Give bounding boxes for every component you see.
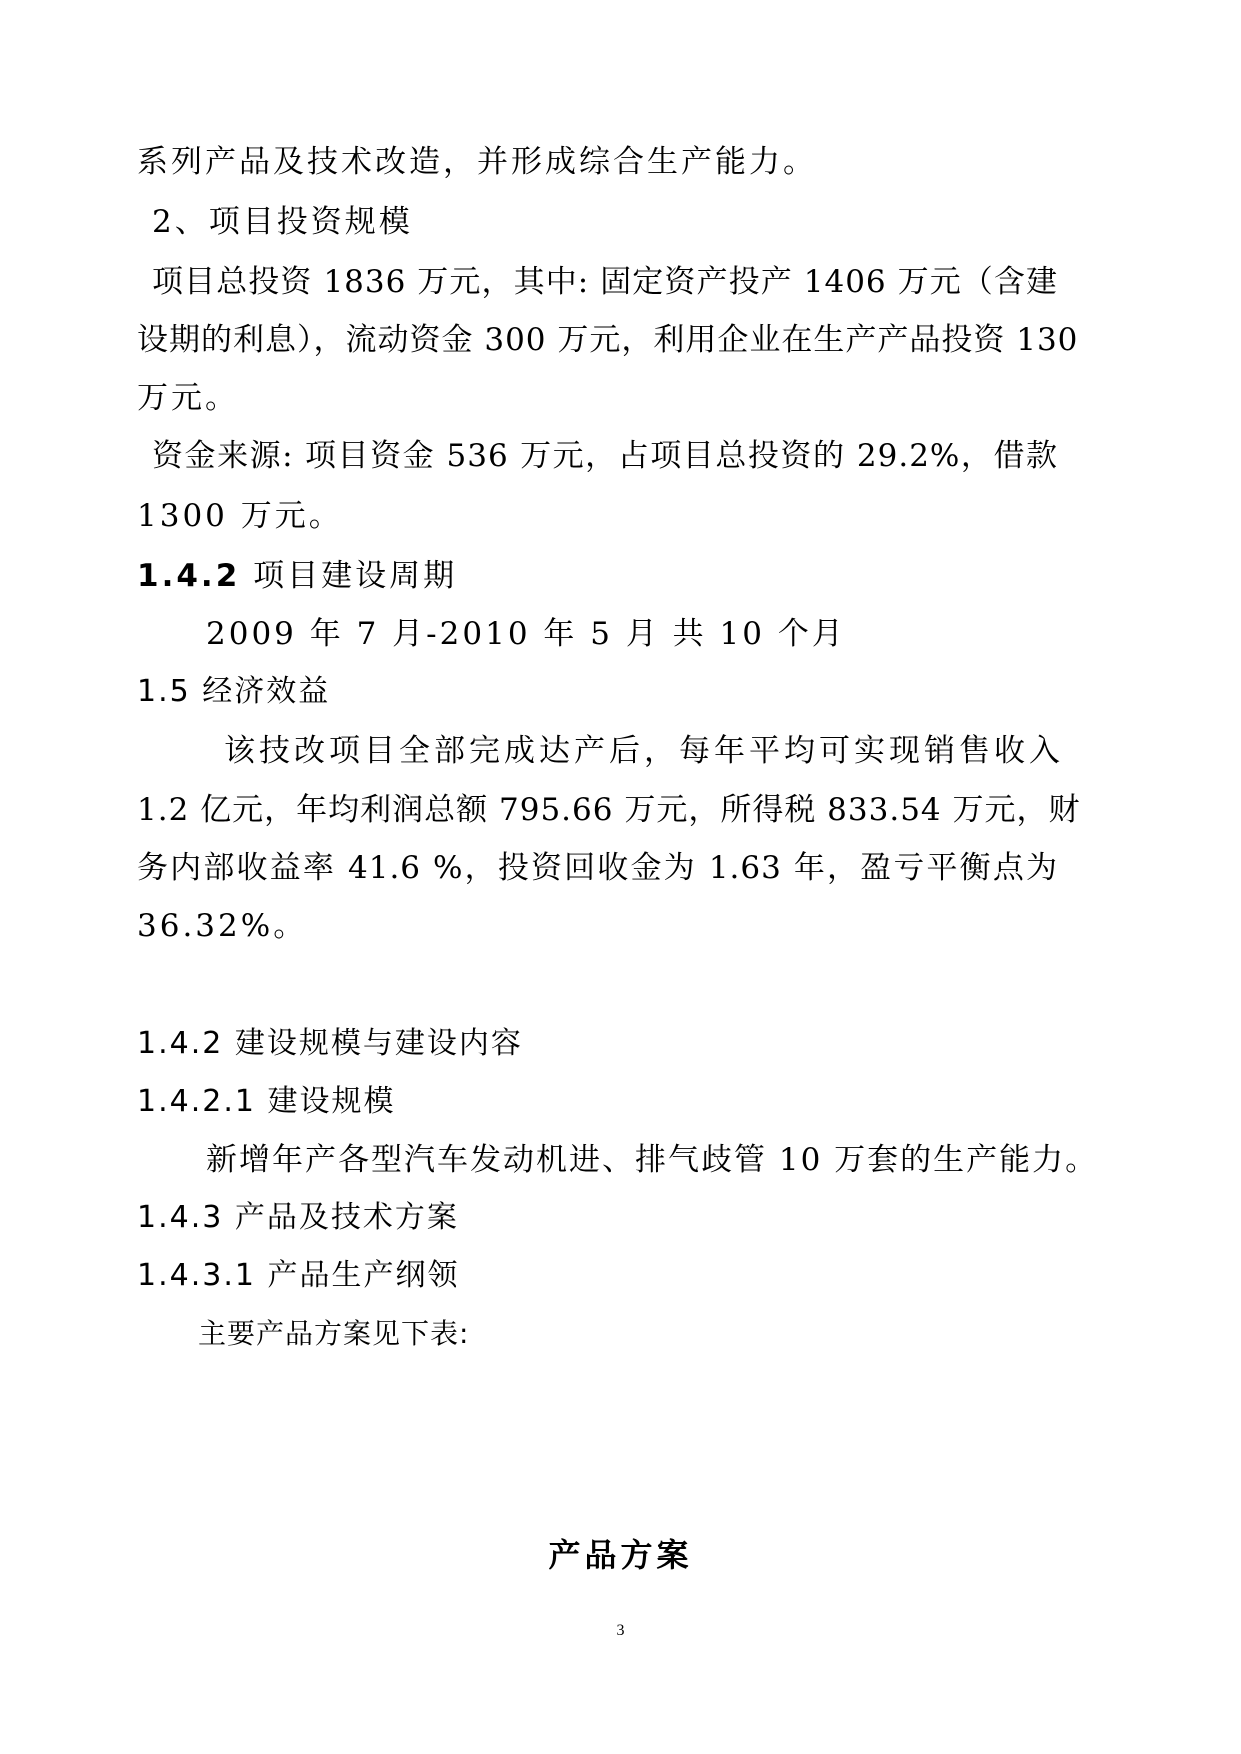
table-title: 产品方案 (548, 1536, 693, 1574)
section-number: 1.4.2 (137, 558, 241, 594)
paragraph-line: 资金来源: 项目资金 536 万元，占项目总投资的 29.2%，借款 (152, 438, 1058, 474)
paragraph-line: 务内部收益率 41.6 %，投资回收金为 1.63 年，盈亏平衡点为 (137, 850, 1058, 886)
section-heading-construction-scale-content: 1.4.2 建设规模与建设内容 (137, 1026, 523, 1061)
section-heading-construction-period (137, 556, 457, 596)
section-heading-investment-scale: 2、项目投资规模 (152, 204, 413, 240)
paragraph-line: 项目总投资 1836 万元，其中: 固定资产投产 1406 万元（含建 (152, 264, 1058, 300)
paragraph-line: 系列产品及技术改造，并形成综合生产能力。 (137, 144, 817, 180)
section-heading-economic-benefit: 1.5 经济效益 (137, 674, 331, 709)
paragraph-line: 万元。 (137, 380, 239, 416)
paragraph-line: 1.2 亿元，年均利润总额 795.66 万元，所得税 833.54 万元，财 (137, 792, 1081, 828)
page-number: 3 (616, 1622, 625, 1639)
section-heading-product-technology: 1.4.3 产品及技术方案 (137, 1200, 459, 1235)
paragraph-line: 1300 万元。 (137, 498, 343, 534)
section-heading-production-program: 1.4.3.1 产品生产纲领 (137, 1258, 460, 1293)
paragraph-line: 该技改项目全部完成达产后，每年平均可实现销售收入 (224, 733, 1064, 769)
paragraph-line: 设期的利息），流动资金 300 万元，利用企业在生产产品投资 130 (137, 322, 1079, 358)
schedule-line: 2009 年 7 月-2010 年 5 月 共 10 个月 (206, 616, 846, 652)
section-heading-construction-scale: 1.4.2.1 建设规模 (137, 1084, 396, 1119)
paragraph-line: 36.32%。 (137, 908, 308, 944)
paragraph-line: 新增年产各型汽车发动机进、排气歧管 10 万套的生产能力。 (206, 1142, 1099, 1178)
section-title: 项目建设周期 (240, 558, 458, 594)
paragraph-line: 主要产品方案见下表: (198, 1317, 470, 1350)
